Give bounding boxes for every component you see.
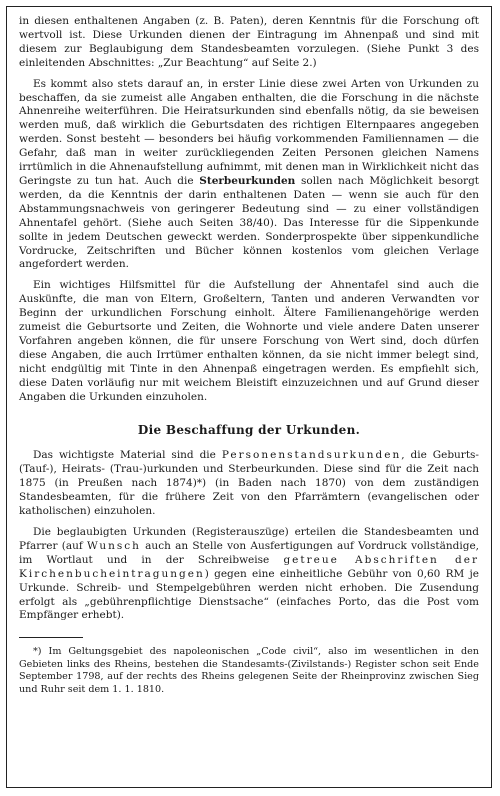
- section-p2-spaced-1: Wunsch: [86, 539, 141, 552]
- section-p1-spaced: Personenstandsurkunden: [221, 449, 402, 462]
- footnote: *) Im Geltungsgebiet des napoleonischen „Code civil“, also im wesentlichen in den Gebieten links des Rheins, bestehen die Standesamts-(Zivilstands-) Register schon seit Ende September 1798, auf der rechts des Rheins gelegenen Seite der Rheinprovinz zwischen Sieg und Ruhr seit dem 1. 1. 1810.: [19, 646, 479, 695]
- paragraph-2: [19, 78, 479, 273]
- section-p2-start: Die beglaubigten Urkunden (Registerauszüge) erteilen die Standesbeamten und Pfarrer (auf: [19, 526, 479, 552]
- section-p1-end: , die Geburts- (Tauf-), Heirats- (Trau-)urkunden und Sterbeurkunden. Diese sind für die Zeit nach 1875 (in Preußen nach 1874)*) (in Baden nach 1870) von dem zuständigen Standesbeamten, für die frühere Zeit von den Pfarrämtern (evangelischen oder katholischen) einzuholen.: [19, 449, 479, 518]
- paragraph-1: in diesen enthaltenen Angaben (z. B. Paten), deren Kenntnis für die Forschung oft wertvoll ist. Diese Urkunden dienen der Eintragung im Ahnenpaß und sind mit diesem zur Beglaubigung dem Standesbeamten vorzulegen. (Siehe Punkt 3 des einleitenden Abschnittes: „Zur Beachtung“ auf Seite 2.): [19, 15, 479, 69]
- footnote-divider: [19, 637, 83, 638]
- bold-term: Sterbeurkunden: [199, 174, 296, 187]
- paragraph-2-text: Es kommt also stets darauf an, in erster Linie diese zwei Arten von Urkunden zu beschaffen, da sie zumeist alle Angaben enthalten, die die Forschung in die nächste Ahnenreihe weiterführen. Die Heiratsurkunden sind ebenfalls nötig, da sie beweisen werden muß, daß wirklich die Geburtsdaten des richtigen Elternpaares angegeben werden. Sonst besteht — besonders bei häufig vorkommenden Familiennamen — die Gefahr, daß man in weiter zurückliegenden Zeiten Personen gleichen Namens irrtümlich in die Ahnenaufstellung aufnimmt, mit denen man in Wirklichkeit nicht das Geringste zu tun hat. Auch die: [19, 77, 479, 187]
- page-frame: [6, 6, 492, 788]
- section-p2-end: ) gegen eine einheitliche Gebühr von 0,60 RM je Urkunde. Schreib- und Stempelgebühren werden nicht erhoben. Die Zusendung erfolgt als „gebührenpflichtige Dienstsache“ (einfaches Porto, das die Post vom Empfänger erhebt).: [19, 567, 479, 622]
- section-p2-spaced-2: getreue Abschriften der Kirchenbucheintragungen: [19, 553, 479, 580]
- section-paragraph-1: [19, 449, 479, 519]
- paragraph-2-continuation: sollen nach Möglichkeit besorgt werden, da die Kenntnis der darin enthaltenen Daten — wenn sie auch für den Abstammungsnachweis von geringerer Bedeutung sind — zu einer vollständigen Ahnentafel gehört. (Siehe auch Seiten 38/40). Das Interesse für die Sippenkunde sollte in jedem Deutschen geweckt werden. Sonderprospekte über sippenkundliche Vordrucke, Zeitschriften und Bücher können kostenlos vom gleichen Verlage angefordert werden.: [19, 174, 480, 271]
- section-heading: Die Beschaffung der Urkunden.: [137, 423, 361, 438]
- document-body: [19, 15, 479, 696]
- section-paragraph-2: [19, 526, 479, 623]
- section-p2-mid: auch an Stelle von Ausfertigungen auf Vordruck vollständige, im Wortlaut und in der Schreibweise: [19, 539, 480, 566]
- paragraph-3: Ein wichtiges Hilfsmittel für die Aufstellung der Ahnentafel sind auch die Auskünfte, die man von Eltern, Großeltern, Tanten und anderen Verwandten vor Beginn der urkundlichen Forschung einholt. Ältere Familienangehörige werden zumeist die Geburtsorte und Zeiten, die Wohnorte und viele andere Daten unserer Vorfahren angeben können, die für unsere Forschung von Wert sind, doch dürfen diese Angaben, die auch Irrtümer enthalten können, da sie nicht immer belegt sind, nicht endgültig mit Tinte in den Ahnenpaß eingetragen werden. Es empfiehlt sich, diese Daten vorläufig nur mit weichem Bleistift einzuzeichnen und auf Grund dieser Angaben die Urkunden einzuholen.: [19, 279, 479, 403]
- section-p1-start: Das wichtigste Material sind die: [33, 449, 216, 462]
